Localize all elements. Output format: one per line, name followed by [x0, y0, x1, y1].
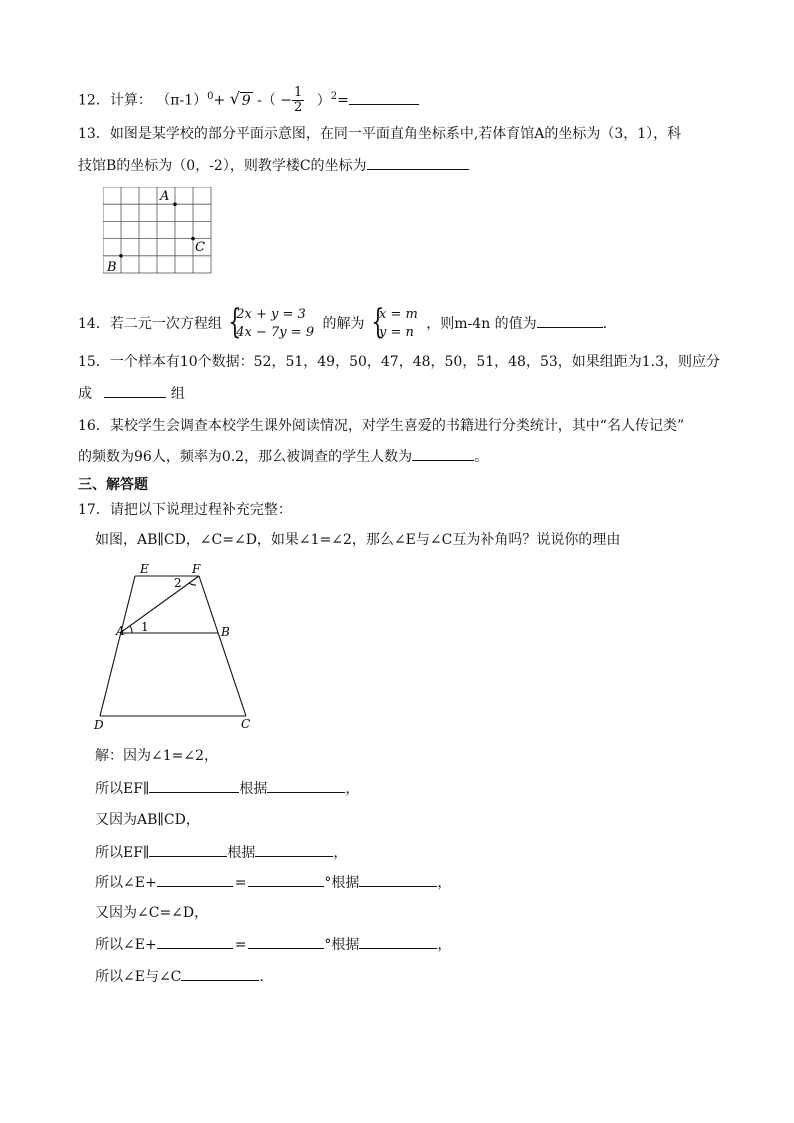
- q14-sol1: x = m: [379, 307, 418, 322]
- q13-answer-blank[interactable]: [367, 155, 469, 170]
- label-c: C: [195, 240, 205, 255]
- label-angle-2: 2: [174, 576, 182, 590]
- q16-line1: 16．某校学生会调查本校学生课外阅读情况，对学生喜爱的书籍进行分类统计，其中“名人传记类”: [78, 418, 685, 434]
- q16-end: 。: [474, 449, 489, 465]
- q12-sqrt-arg: 9: [241, 92, 251, 109]
- q14-mid: 的解为: [322, 316, 365, 332]
- q17-blank-2b[interactable]: [267, 778, 345, 793]
- label-b: B: [107, 260, 117, 275]
- radical-icon: √: [229, 88, 240, 108]
- q12-fraction: [292, 86, 304, 115]
- q12-exp0: 0: [207, 90, 214, 102]
- q14-eq1: 2x + y = 3: [236, 307, 306, 322]
- q17-blank-5a[interactable]: [157, 872, 233, 887]
- q12-answer-blank[interactable]: [349, 90, 419, 105]
- q14-post: ，则m-4n 的值为: [426, 316, 537, 332]
- q17-s8b: .: [259, 969, 264, 985]
- q12-label: 12．计算：: [78, 92, 152, 109]
- q12-expr-a: （π-1）: [156, 92, 208, 109]
- q17-s5d: ，: [437, 875, 452, 891]
- q17-step5: [95, 872, 451, 893]
- q12-close: ）: [316, 92, 331, 109]
- q12-minus: -（: [257, 92, 276, 109]
- q17-s7c: °根据: [324, 937, 360, 953]
- figure-lines: [100, 576, 246, 716]
- q17-trapezoid-figure: [88, 560, 268, 732]
- q17-step1: 解：因为∠1=∠2，: [95, 748, 219, 764]
- q13-line2-text: 技馆B的坐标为（0，-2），则教学楼C的坐标为: [78, 158, 367, 174]
- q17-s7a: 所以∠E+: [95, 937, 157, 953]
- q17-s2c: ，: [345, 781, 360, 797]
- q17-s4a: 所以EF∥: [95, 845, 150, 861]
- q17-s2a: 所以EF∥: [95, 781, 150, 797]
- point-b: [119, 254, 123, 258]
- q17-s5a: 所以∠E+: [95, 875, 157, 891]
- q17-blank-7b[interactable]: [248, 934, 324, 949]
- label-a: A: [160, 189, 170, 204]
- q16-answer-blank[interactable]: [412, 446, 474, 461]
- q17-blank-4b[interactable]: [255, 842, 333, 857]
- q17-s7b: =: [234, 937, 247, 953]
- q17-step3: 又因为AB∥CD，: [95, 812, 200, 828]
- q13-line2: [78, 155, 469, 176]
- q13-grid-figure: [103, 187, 213, 277]
- q17-title: 17．请把以下说理过程补充完整：: [78, 502, 292, 518]
- label-a: A: [116, 624, 125, 638]
- grid-lines: [103, 187, 211, 273]
- q15-line2a: 成: [78, 386, 92, 402]
- q17-s2b: 根据: [239, 781, 268, 797]
- label-f: F: [192, 562, 201, 576]
- q16-line2-text: 的频数为96人，频率为0.2，那么被调查的学生人数为: [78, 449, 413, 465]
- label-b: B: [221, 625, 230, 639]
- angle-1-arc: [130, 626, 132, 633]
- q14-answer-blank[interactable]: [537, 313, 603, 328]
- q17-blank-5b[interactable]: [248, 872, 324, 887]
- q13-line1: 13．如图是某学校的部分平面示意图，在同一平面直角坐标系中,若体育馆A的坐标为（3，1），科: [78, 126, 682, 142]
- label-c: C: [241, 717, 251, 731]
- q17-step6: 又因为∠C=∠D，: [95, 905, 209, 921]
- q12-sqrt: [229, 88, 253, 111]
- label-angle-1: 1: [141, 620, 149, 634]
- brace-icon: {: [228, 302, 242, 342]
- q17-s5b: =: [234, 875, 247, 891]
- q12-frac-num: 1: [293, 85, 303, 100]
- q17-blank-8[interactable]: [181, 966, 259, 981]
- q14-eq2: 4x − 7y = 9: [236, 325, 315, 340]
- q17-blank-2a[interactable]: [149, 778, 239, 793]
- q14-pre: 14．若二元一次方程组: [78, 316, 222, 332]
- question-12: [78, 86, 419, 115]
- q17-s7d: ，: [437, 937, 452, 953]
- label-e: E: [140, 562, 149, 576]
- brace-icon: {: [371, 302, 385, 342]
- q15-line1: 15．一个样本有10个数据：52，51，49，50，47，48，50，51，48，53，如果组距为1.3，则应分: [78, 354, 721, 370]
- q17-step2: [95, 778, 359, 799]
- q12-eq: =: [337, 92, 349, 109]
- label-d: D: [94, 718, 104, 732]
- q12-frac-den: 2: [293, 100, 303, 115]
- q12-neg: −: [280, 92, 292, 109]
- point-a: [173, 202, 177, 206]
- q17-s8a: 所以∠E与∠C: [95, 969, 182, 985]
- q17-blank-7a[interactable]: [157, 934, 233, 949]
- q16-line2: [78, 446, 488, 467]
- q17-statement: 如图，AB∥CD，∠C=∠D，如果∠1=∠2，那么∠E与∠C互为补角吗？说说你的理由: [95, 532, 621, 548]
- q15-answer-blank[interactable]: [104, 383, 166, 398]
- q17-s5c: °根据: [324, 875, 360, 891]
- q12-exp2: 2: [330, 90, 338, 102]
- q17-step7: [95, 934, 451, 955]
- section-heading: 三、解答题: [78, 477, 148, 493]
- q17-blank-4a[interactable]: [149, 842, 227, 857]
- q17-blank-7c[interactable]: [359, 934, 437, 949]
- q14-system: [226, 302, 315, 342]
- q14-solution: [369, 302, 418, 342]
- q17-blank-5c[interactable]: [359, 872, 437, 887]
- q14-end: .: [602, 316, 608, 332]
- angle-2-arc: [189, 583, 196, 585]
- q12-plus: +: [213, 92, 226, 109]
- q14-sol2: y = n: [379, 325, 414, 340]
- q17-s4c: ，: [333, 845, 348, 861]
- q17-s4b: 根据: [227, 845, 256, 861]
- q17-step4: [95, 842, 347, 863]
- q15-line2b: 组: [170, 386, 185, 402]
- q17-step8: [95, 966, 264, 987]
- question-14: [78, 304, 607, 344]
- q15-line2: [78, 383, 185, 404]
